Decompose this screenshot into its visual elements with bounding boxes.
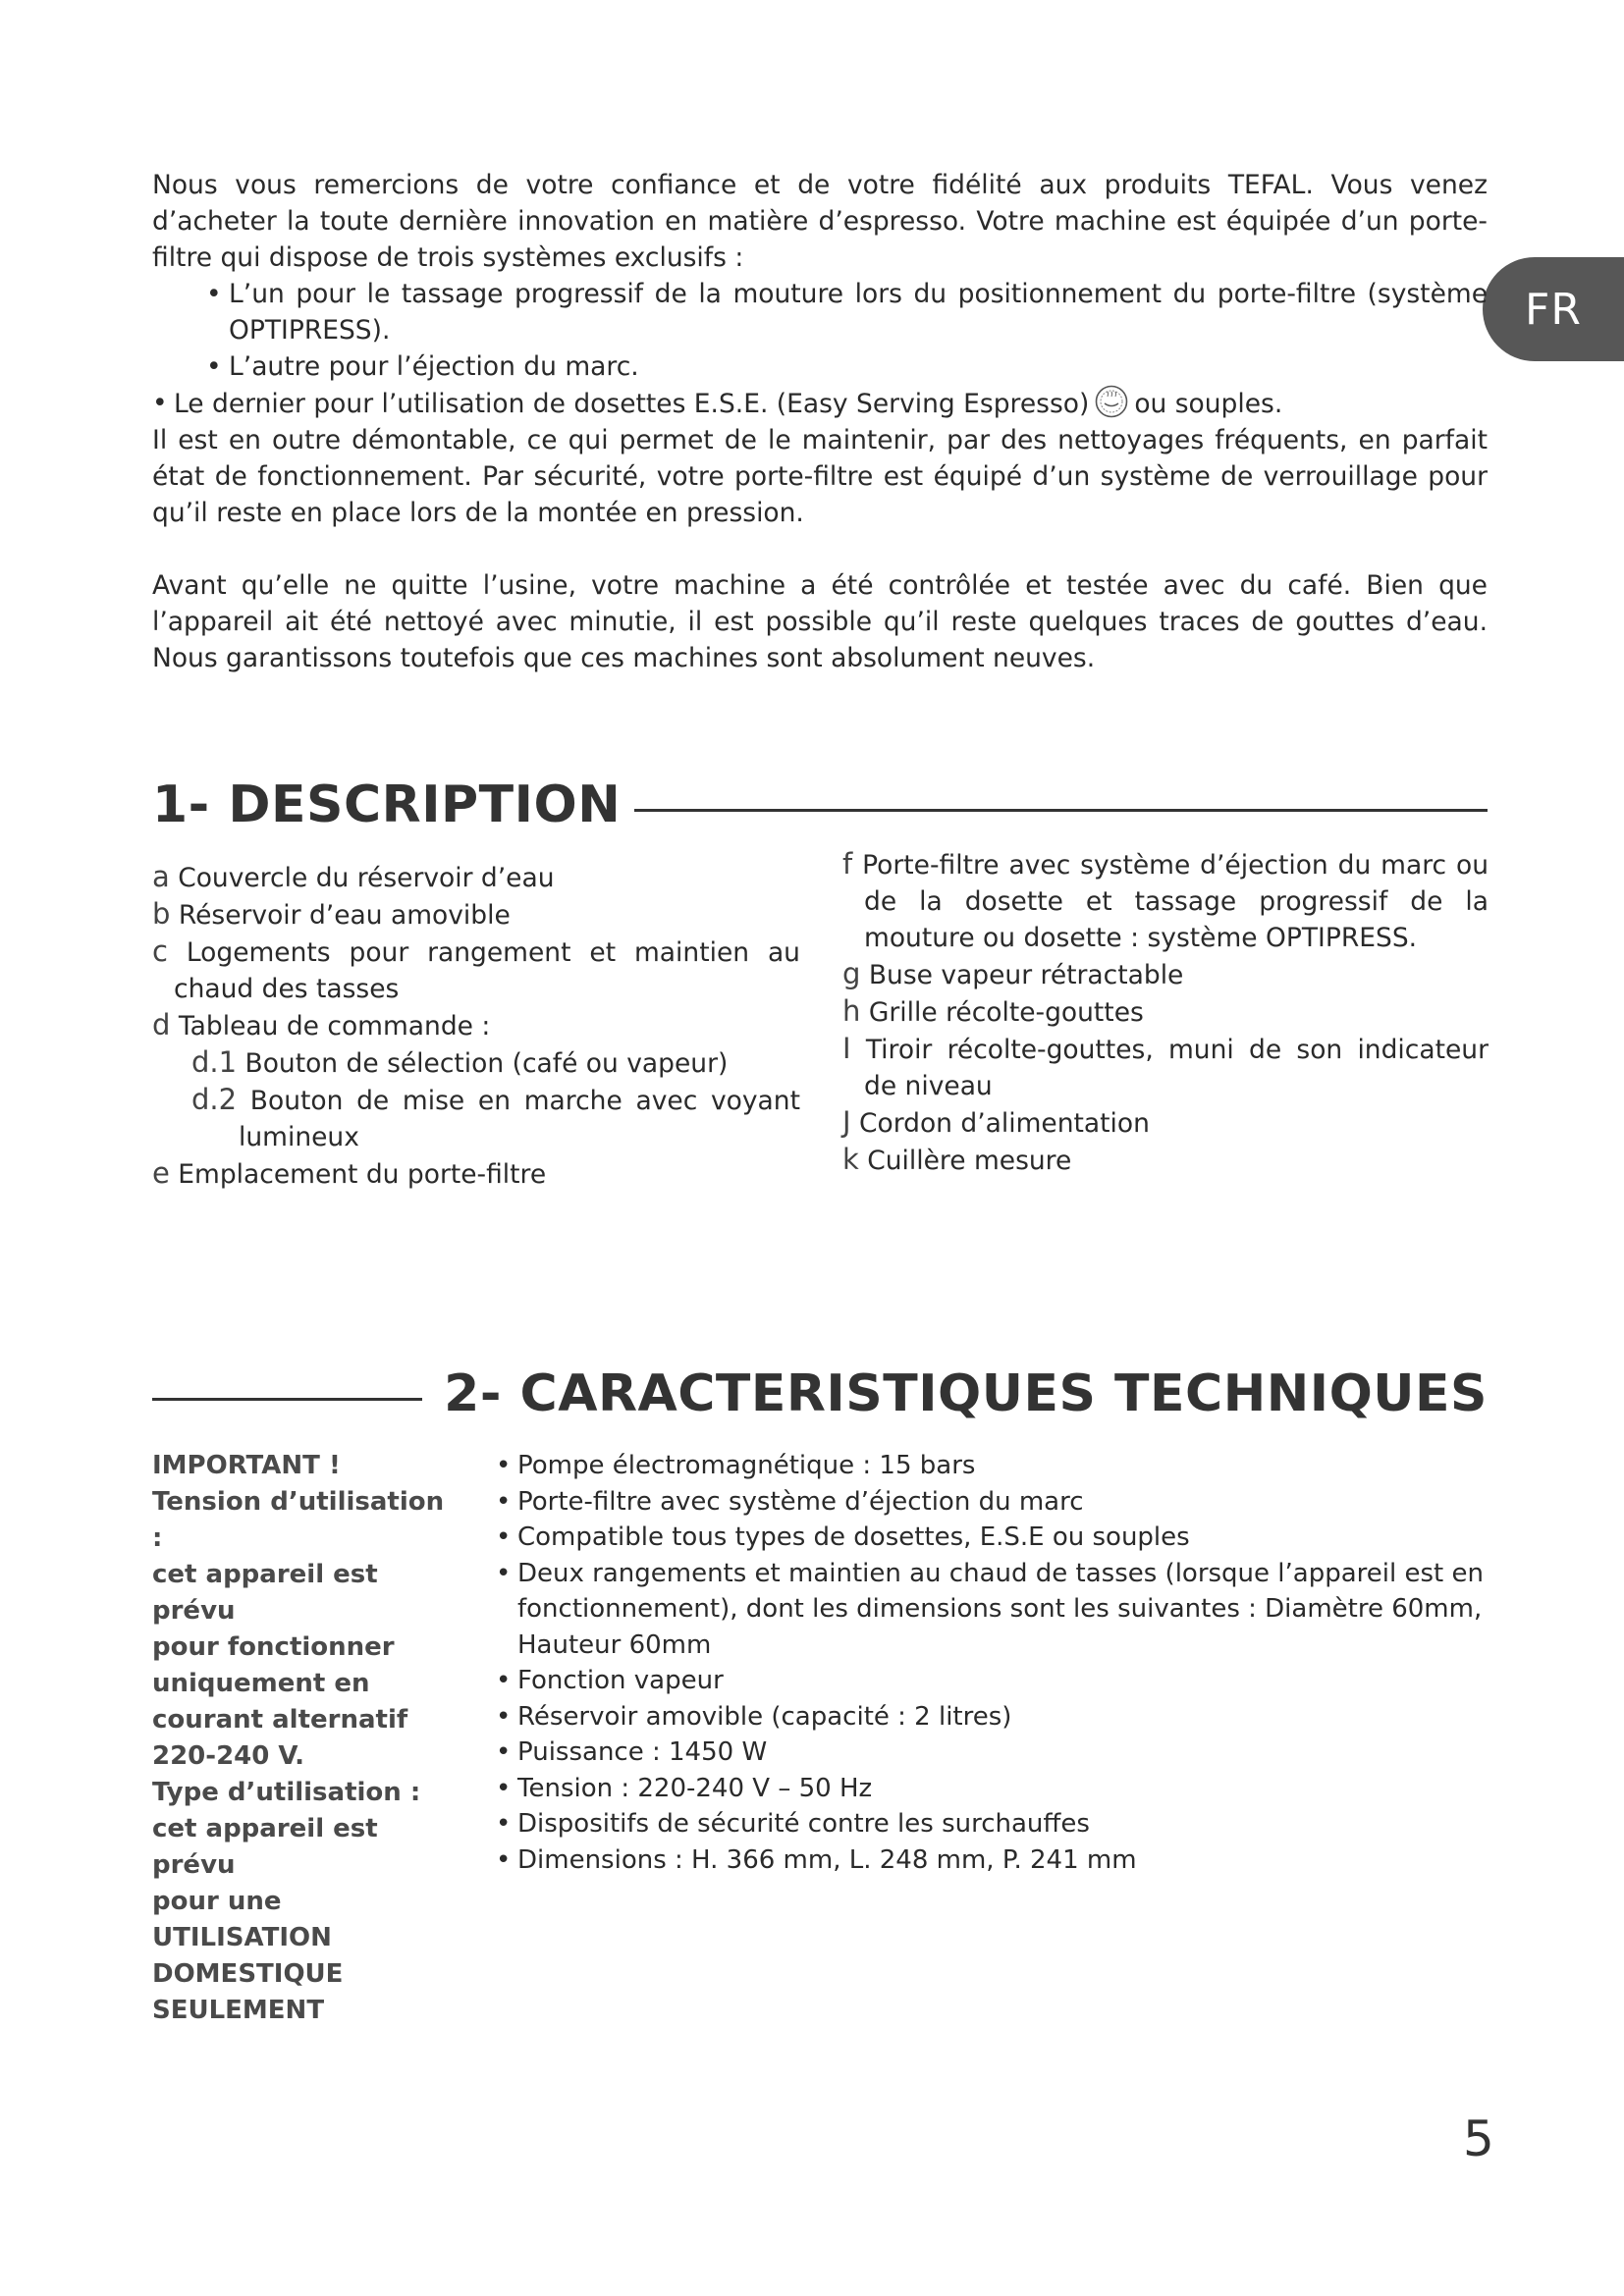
section-1-title: 1- DESCRIPTION [152,775,622,834]
important-notice: IMPORTANT ! Tension d’utilisation : cet appareil est prévu pour fonctionner uniquement en courant alternatif 220-240 V. Type d’utilisation : cet appareil est prévu pour une UTILISATION DOMESTIQUE SEULEMENT [152,1451,445,2025]
section-2-heading [152,1360,1488,1428]
spec-item: • Dimensions : H. 366 mm, L. 248 mm, P. 241 mm [496,1844,1137,1875]
language-tab [1483,257,1624,361]
description-item: h Grille récolte-gouttes [842,994,1144,1028]
spec-item: • Dispositifs de sécurité contre les surchauffes [496,1809,1090,1839]
section-2-title: 2- CARACTERISTIQUES TECHNIQUES [444,1364,1488,1423]
language-tab-label: FR [1525,284,1582,335]
description-subitem: d.2 Bouton de mise en marche avec voyant lumineux [191,1083,800,1152]
spec-item: • Pompe électromagnétique : 15 bars [496,1451,976,1480]
intro-paragraph-1: Nous vous remercions de votre confiance et de votre fidélité aux produits TEFAL. Vous venez d’acheter la toute dernière innovation en matière d’espresso. Votre machine est équipée d’un porte-filtre qui dispose de trois systèmes exclusifs : [152,170,1488,273]
description-item: c Logements pour rangement et maintien au chaud des tasses [152,934,800,1004]
description-subitem: d.1 Bouton de sélection (café ou vapeur) [191,1045,729,1079]
description-list-left [152,859,800,1193]
description-item: g Buse vapeur rétractable [842,957,1184,990]
spec-item: • Réservoir amovible (capacité : 2 litres) [496,1701,1012,1732]
description-item: k Cuillère mesure [842,1143,1072,1176]
intro-bullet: • L’un pour le tassage progressif de la mouture lors du positionnement du porte-filtre (système OPTIPRESS). [206,279,1488,346]
page-number: 5 [1463,2110,1494,2167]
description-item: I Tiroir récolte-gouttes, muni de son indicateur de niveau [842,1032,1489,1101]
spec-item: • Porte-filtre avec système d’éjection du marc [496,1486,1084,1517]
section-1-heading [152,771,1488,839]
spec-item: • Deux rangements et maintien au chaud de tasses (lorsque l’appareil est en fonctionnement), dont les dimensions sont les suivantes : Diamètre 60mm, Hauteur 60mm [496,1558,1484,1660]
spec-item: • Tension : 220-240 V – 50 Hz [496,1773,873,1803]
description-item: a Couvercle du réservoir d’eau [152,860,555,893]
heading-rule [634,809,1488,812]
description-item: d Tableau de commande : [152,1008,491,1041]
intro-paragraph-2: Il est en outre démontable, ce qui permet de le maintenir, par des nettoyages fréquents, en parfait état de fonctionnement. Par sécurité, votre porte-filtre est équipé d’un système de verrouillage pour qu’il reste en place lors de la montée en pression. [152,425,1488,528]
spec-item: • Compatible tous types de dosettes, E.S.E ou souples [496,1522,1190,1552]
technical-specs-list [496,1448,1488,1878]
heading-rule [152,1398,422,1401]
description-item: b Réservoir d’eau amovible [152,897,511,931]
intro-paragraph-3: Avant qu’elle ne quitte l’usine, votre machine a été contrôlée et testée avec du café. Bien que l’appareil ait été nettoyé avec minutie, il est possible qu’il reste quelques traces de gouttes d’eau. Nous garantissons toutefois que ces machines sont absolument neuves. [152,570,1488,673]
intro-bullet: • Le dernier pour l’utilisation de dosettes E.S.E. (Easy Serving Espresso) ou souples. [152,385,1488,422]
spec-item: • Puissance : 1450 W [496,1737,768,1767]
intro-section [152,167,1488,676]
description-item: f Porte-filtre avec système d’éjection du marc ou de la dosette et tassage progressif de la mouture ou dosette : système OPTIPRESS. [842,847,1489,953]
description-item: e Emplacement du porte-filtre [152,1156,547,1190]
spec-item: • Fonction vapeur [496,1666,724,1695]
description-item: J Cordon d’alimentation [842,1105,1150,1139]
description-list-right [842,846,1489,1179]
ese-seal-icon [1095,385,1128,418]
intro-bullet-list [152,276,1488,422]
intro-bullet: • L’autre pour l’éjection du marc. [206,351,639,382]
